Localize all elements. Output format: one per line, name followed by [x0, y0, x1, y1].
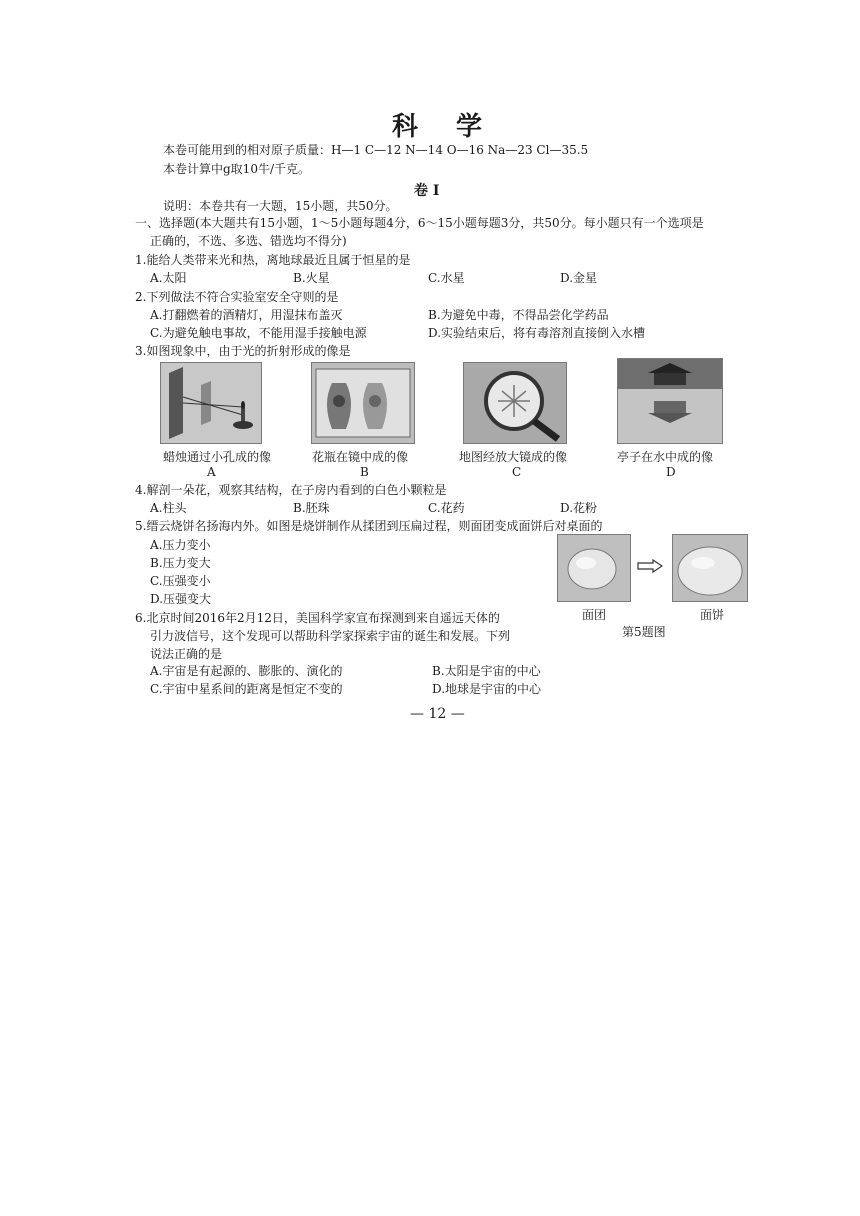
q3-letter-c: C: [512, 465, 522, 479]
vase-mirror-image: [311, 362, 415, 444]
q6-stem-line-1: 6.北京时间2016年2月12日，美国科学家宣布探测到来自遥远天体的: [135, 611, 500, 625]
section-note: 说明：本卷共有一大题，15小题，共50分。: [163, 199, 398, 213]
q6-option-c: C.宇宙中星系间的距离是恒定不变的: [150, 682, 343, 696]
arrow-right-icon: [637, 558, 663, 572]
q2-option-d: D.实验结束后，将有毒溶剂直接倒入水槽: [428, 326, 646, 340]
title-char-2: 学: [456, 112, 485, 142]
q3-letter-a: A: [207, 465, 216, 479]
dough-caption: 面团: [582, 608, 607, 622]
q4-option-c: C.花药: [428, 501, 465, 515]
q6-option-b: B.太阳是宇宙的中心: [432, 664, 541, 678]
q1-stem: 1.能给人类带来光和热，离地球最近且属于恒星的是: [135, 253, 411, 267]
q5-option-a: A.压力变小: [150, 538, 211, 552]
q1-option-a: A.太阳: [150, 271, 187, 285]
q2-option-b: B.为避免中毒，不得品尝化学药品: [428, 308, 609, 322]
pavilion-reflection-image: [617, 358, 723, 444]
atomic-mass-note: 本卷可能用到的相对原子质量：H—1 C—12 N—14 O—16 Na—23 Cl—35.5: [163, 143, 589, 157]
q3-letter-d: D: [666, 465, 676, 479]
q1-option-d: D.金星: [560, 271, 598, 285]
q4-option-d: D.花粉: [560, 501, 598, 515]
q5-option-c: C.压强变小: [150, 574, 211, 588]
magnifier-map-image: [463, 362, 567, 444]
q1-option-c: C.水星: [428, 271, 465, 285]
q4-option-b: B.胚珠: [293, 501, 330, 515]
section-title: 卷 Ⅰ: [414, 183, 440, 199]
instruction-line-2: 正确的，不选、多选、错选均不得分): [150, 234, 347, 248]
page-number: — 12 —: [410, 706, 465, 722]
q2-option-c: C.为避免触电事故，不能用湿手接触电源: [150, 326, 367, 340]
q2-stem: 2.下列做法不符合实验室安全守则的是: [135, 290, 339, 304]
q2-option-a: A.打翻燃着的酒精灯，用湿抹布盖灭: [150, 308, 343, 322]
q3-caption-a: 蜡烛通过小孔成的像: [163, 450, 272, 464]
q4-stem: 4.解剖一朵花，观察其结构，在子房内看到的白色小颗粒是: [135, 483, 447, 497]
cake-caption: 面饼: [700, 608, 725, 622]
q3-caption-d: 亭子在水中成的像: [617, 450, 714, 464]
flat-cake-image: [672, 534, 748, 602]
q6-stem-line-2: 引力波信号，这个发现可以帮助科学家探索宇宙的诞生和发展。下列: [150, 629, 511, 643]
instruction-line-1: 一、选择题(本大题共有15小题，1～5小题每题4分，6～15小题每题3分，共50分。每小题只有一个选项是: [135, 216, 704, 230]
figure-5-caption: 第5题图: [622, 625, 666, 639]
dough-ball-image: [557, 534, 631, 602]
q3-caption-c: 地图经放大镜成的像: [459, 450, 568, 464]
q5-option-b: B.压力变大: [150, 556, 211, 570]
title-char-1: 科: [392, 112, 421, 142]
q4-option-a: A.柱头: [150, 501, 187, 515]
q6-option-a: A.宇宙是有起源的、膨胀的、演化的: [150, 664, 343, 678]
q3-letter-b: B: [360, 465, 369, 479]
q3-caption-b: 花瓶在镜中成的像: [312, 450, 409, 464]
q5-stem: 5.缙云烧饼名扬海内外。如图是烧饼制作从揉团到压扁过程，则面团变成面饼后对桌面的: [135, 519, 603, 533]
q6-option-d: D.地球是宇宙的中心: [432, 682, 542, 696]
q1-option-b: B.火星: [293, 271, 330, 285]
q6-stem-line-3: 说法正确的是: [150, 647, 223, 661]
candle-pinhole-image: [160, 362, 262, 444]
q5-option-d: D.压强变大: [150, 592, 212, 606]
q3-stem: 3.如图现象中，由于光的折射形成的像是: [135, 344, 351, 358]
g-value-note: 本卷计算中g取10牛/千克。: [163, 162, 310, 176]
